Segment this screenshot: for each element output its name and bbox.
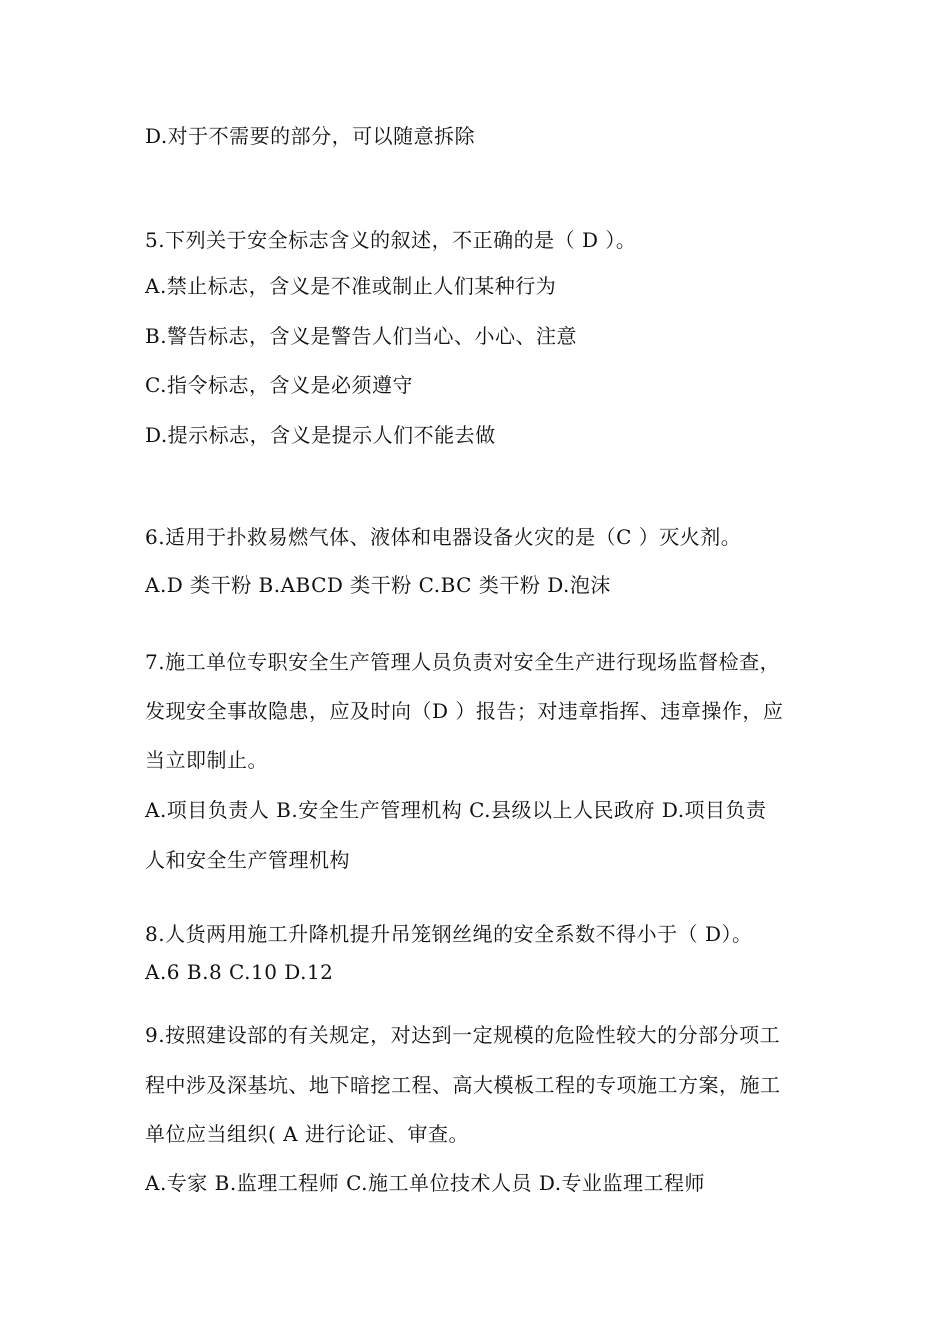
- options-q6: A.D 类干粉 B.ABCD 类干粉 C.BC 类干粉 D.泡沫: [145, 573, 611, 597]
- option-d-q4: D.对于不需要的部分，可以随意拆除: [145, 124, 476, 148]
- question-7-text-line-1: 7.施工单位专职安全生产管理人员负责对安全生产进行现场监督检查，: [145, 650, 781, 674]
- question-9-text-line-2: 程中涉及深基坑、地下暗挖工程、高大模板工程的专项施工方案，施工: [145, 1073, 781, 1097]
- options-q9: A.专家 B.监理工程师 C.施工单位技术人员 D.专业监理工程师: [145, 1171, 706, 1195]
- options-q8: A.6 B.8 C.10 D.12: [145, 960, 334, 984]
- option-c-q5: C.指令标志，含义是必须遵守: [145, 373, 413, 397]
- question-6-text: 6.适用于扑救易燃气体、液体和电器设备火灾的是（C ）灭火剂。: [145, 525, 742, 549]
- option-d-q5: D.提示标志，含义是提示人们不能去做: [145, 423, 496, 447]
- question-5-text: 5.下列关于安全标志含义的叙述，不正确的是（ D ）。: [145, 228, 637, 252]
- question-7-text-line-2: 发现安全事故隐患，应及时向（D ）报告；对违章指挥、违章操作，应: [145, 699, 784, 723]
- option-b-q5: B.警告标志，含义是警告人们当心、小心、注意: [145, 324, 578, 348]
- question-9-text-line-3: 单位应当组织( A 进行论证、审查。: [145, 1122, 469, 1146]
- question-7-text-line-3: 当立即制止。: [145, 748, 268, 772]
- question-8-text: 8.人货两用施工升降机提升吊笼钢丝绳的安全系数不得小于（ D）。: [145, 922, 753, 946]
- question-9-text-line-1: 9.按照建设部的有关规定，对达到一定规模的危险性较大的分部分项工: [145, 1023, 781, 1047]
- options-q7-line-1: A.项目负责人 B.安全生产管理机构 C.县级以上人民政府 D.项目负责: [145, 798, 767, 822]
- option-a-q5: A.禁止标志，含义是不准或制止人们某种行为: [145, 274, 557, 298]
- options-q7-line-2: 人和安全生产管理机构: [145, 848, 350, 872]
